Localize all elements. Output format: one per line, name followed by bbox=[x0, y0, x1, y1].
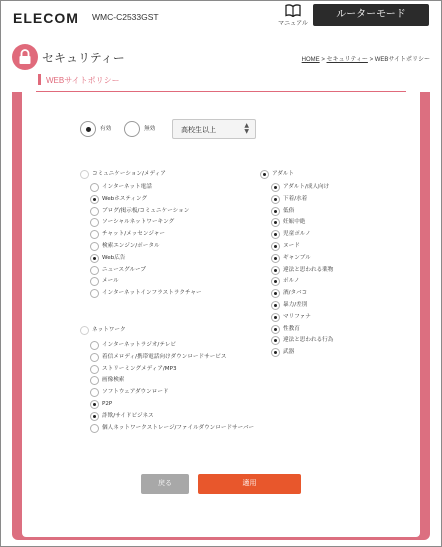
communication-item-label: Web広告 bbox=[102, 254, 126, 261]
router-mode-tab[interactable]: ルーターモード bbox=[313, 4, 429, 26]
manual-label: マニュアル bbox=[278, 20, 308, 27]
network-item-radio[interactable] bbox=[90, 365, 99, 374]
adult-item-label: 児童ポルノ bbox=[283, 231, 311, 238]
breadcrumb-home[interactable]: HOME bbox=[301, 57, 320, 63]
adult-item-label: 違法と思われる行為 bbox=[283, 337, 334, 344]
disabled-radio[interactable] bbox=[124, 121, 140, 137]
select-arrows-icon: ▲ ▼ bbox=[244, 122, 249, 135]
group-label-communication: コミュニケーション/メディア bbox=[92, 171, 166, 177]
adult-item-radio[interactable] bbox=[271, 266, 280, 275]
page-title: セキュリティー bbox=[42, 51, 125, 65]
section-marker bbox=[38, 74, 41, 85]
communication-item-radio[interactable] bbox=[90, 242, 99, 251]
breadcrumb-security[interactable]: セキュリティー bbox=[326, 57, 368, 63]
group-radio-adult[interactable] bbox=[260, 170, 269, 179]
group-radio-network[interactable] bbox=[80, 326, 89, 335]
communication-item-radio[interactable] bbox=[90, 183, 99, 192]
network-item-label: ソフトウェアダウンロード bbox=[102, 389, 169, 396]
group-label-network: ネットワーク bbox=[92, 327, 126, 333]
adult-item-radio[interactable] bbox=[271, 254, 280, 263]
content-panel bbox=[22, 92, 420, 537]
adult-item-label: 性教育 bbox=[283, 325, 300, 332]
adult-item-radio[interactable] bbox=[271, 183, 280, 192]
adult-item-label: ギャンブル bbox=[283, 254, 311, 261]
adult-item-label: ヌード bbox=[283, 243, 300, 249]
communication-item-label: ソーシャルネットワーキング bbox=[102, 219, 175, 226]
network-item-label: インターネットラジオ/テレビ bbox=[102, 342, 176, 348]
communication-item-label: 検索エンジン/ポータル bbox=[102, 243, 160, 249]
network-item-radio[interactable] bbox=[90, 353, 99, 362]
filter-level-select[interactable] bbox=[172, 119, 256, 139]
apply-button[interactable]: 適用 bbox=[198, 474, 301, 494]
network-item-radio[interactable] bbox=[90, 424, 99, 433]
book-icon bbox=[285, 4, 301, 17]
adult-item-label: 下着/水着 bbox=[283, 195, 308, 202]
adult-item-label: マリファナ bbox=[283, 313, 311, 320]
network-item-label: 詐欺/サイドビジネス bbox=[102, 412, 154, 419]
communication-item-label: Webホスティング bbox=[102, 195, 148, 202]
adult-item-radio[interactable] bbox=[271, 301, 280, 310]
communication-item-label: インターネット電話 bbox=[102, 184, 152, 190]
network-item-radio[interactable] bbox=[90, 341, 99, 350]
group-radio-communication[interactable] bbox=[80, 170, 89, 179]
lock-icon bbox=[12, 44, 38, 70]
communication-item-label: メール bbox=[102, 278, 119, 285]
adult-item-label: 違法と思われる薬物 bbox=[283, 266, 334, 273]
back-button[interactable]: 戻る bbox=[141, 474, 189, 494]
disabled-label: 無効 bbox=[144, 126, 156, 132]
communication-item-radio[interactable] bbox=[90, 266, 99, 275]
adult-item-radio[interactable] bbox=[271, 313, 280, 322]
section-title: WEBサイトポリシー bbox=[46, 76, 120, 85]
adult-item-radio[interactable] bbox=[271, 242, 280, 251]
enabled-radio[interactable] bbox=[80, 121, 96, 137]
communication-item-radio[interactable] bbox=[90, 207, 99, 216]
adult-item-radio[interactable] bbox=[271, 207, 280, 216]
communication-item-radio[interactable] bbox=[90, 254, 99, 263]
breadcrumb-current: WEBサイトポリシー bbox=[374, 57, 430, 63]
communication-item-radio[interactable] bbox=[90, 195, 99, 204]
adult-item-label: 武器 bbox=[283, 349, 295, 356]
communication-item-label: ブログ/掲示板/コミュニケーション bbox=[102, 207, 190, 214]
adult-item-radio[interactable] bbox=[271, 325, 280, 334]
adult-item-label: 低俗 bbox=[283, 207, 295, 214]
adult-item-label: 妊娠中絶 bbox=[283, 219, 306, 226]
network-item-label: P2P bbox=[102, 401, 113, 407]
adult-item-radio[interactable] bbox=[271, 195, 280, 204]
manual-button[interactable] bbox=[276, 4, 310, 28]
adult-item-label: 酒/タバコ bbox=[283, 290, 308, 297]
communication-item-label: チャット/メッセンジャー bbox=[102, 231, 165, 238]
network-item-label: ストリーミングメディア/MP3 bbox=[102, 365, 177, 372]
breadcrumb: HOME > セキュリティー > WEBサイトポリシー bbox=[301, 57, 430, 63]
network-item-label: 個人ネットワークストレージ/ファイルダウンロードサーバー bbox=[102, 424, 255, 431]
network-item-radio[interactable] bbox=[90, 400, 99, 409]
adult-item-label: アダルト/成人向け bbox=[283, 184, 330, 190]
elecom-logo: ELECOM bbox=[13, 10, 79, 26]
communication-item-label: インターネットインフラストラクチャー bbox=[102, 290, 202, 297]
enabled-label: 有効 bbox=[100, 126, 112, 132]
model-name: WMC-C2533GST bbox=[92, 12, 159, 22]
communication-item-label: ニュースグループ bbox=[102, 266, 147, 273]
network-item-label: 画像検索 bbox=[102, 377, 125, 384]
adult-item-label: ポルノ bbox=[283, 278, 300, 285]
filter-level-value: 高校生以上 bbox=[181, 126, 216, 134]
network-item-label: 着信メロディ/携帯電話向けダウンロードサービス bbox=[102, 353, 227, 360]
adult-item-label: 暴力/差別 bbox=[283, 302, 308, 308]
network-item-radio[interactable] bbox=[90, 412, 99, 421]
group-label-adult: アダルト bbox=[272, 171, 294, 177]
